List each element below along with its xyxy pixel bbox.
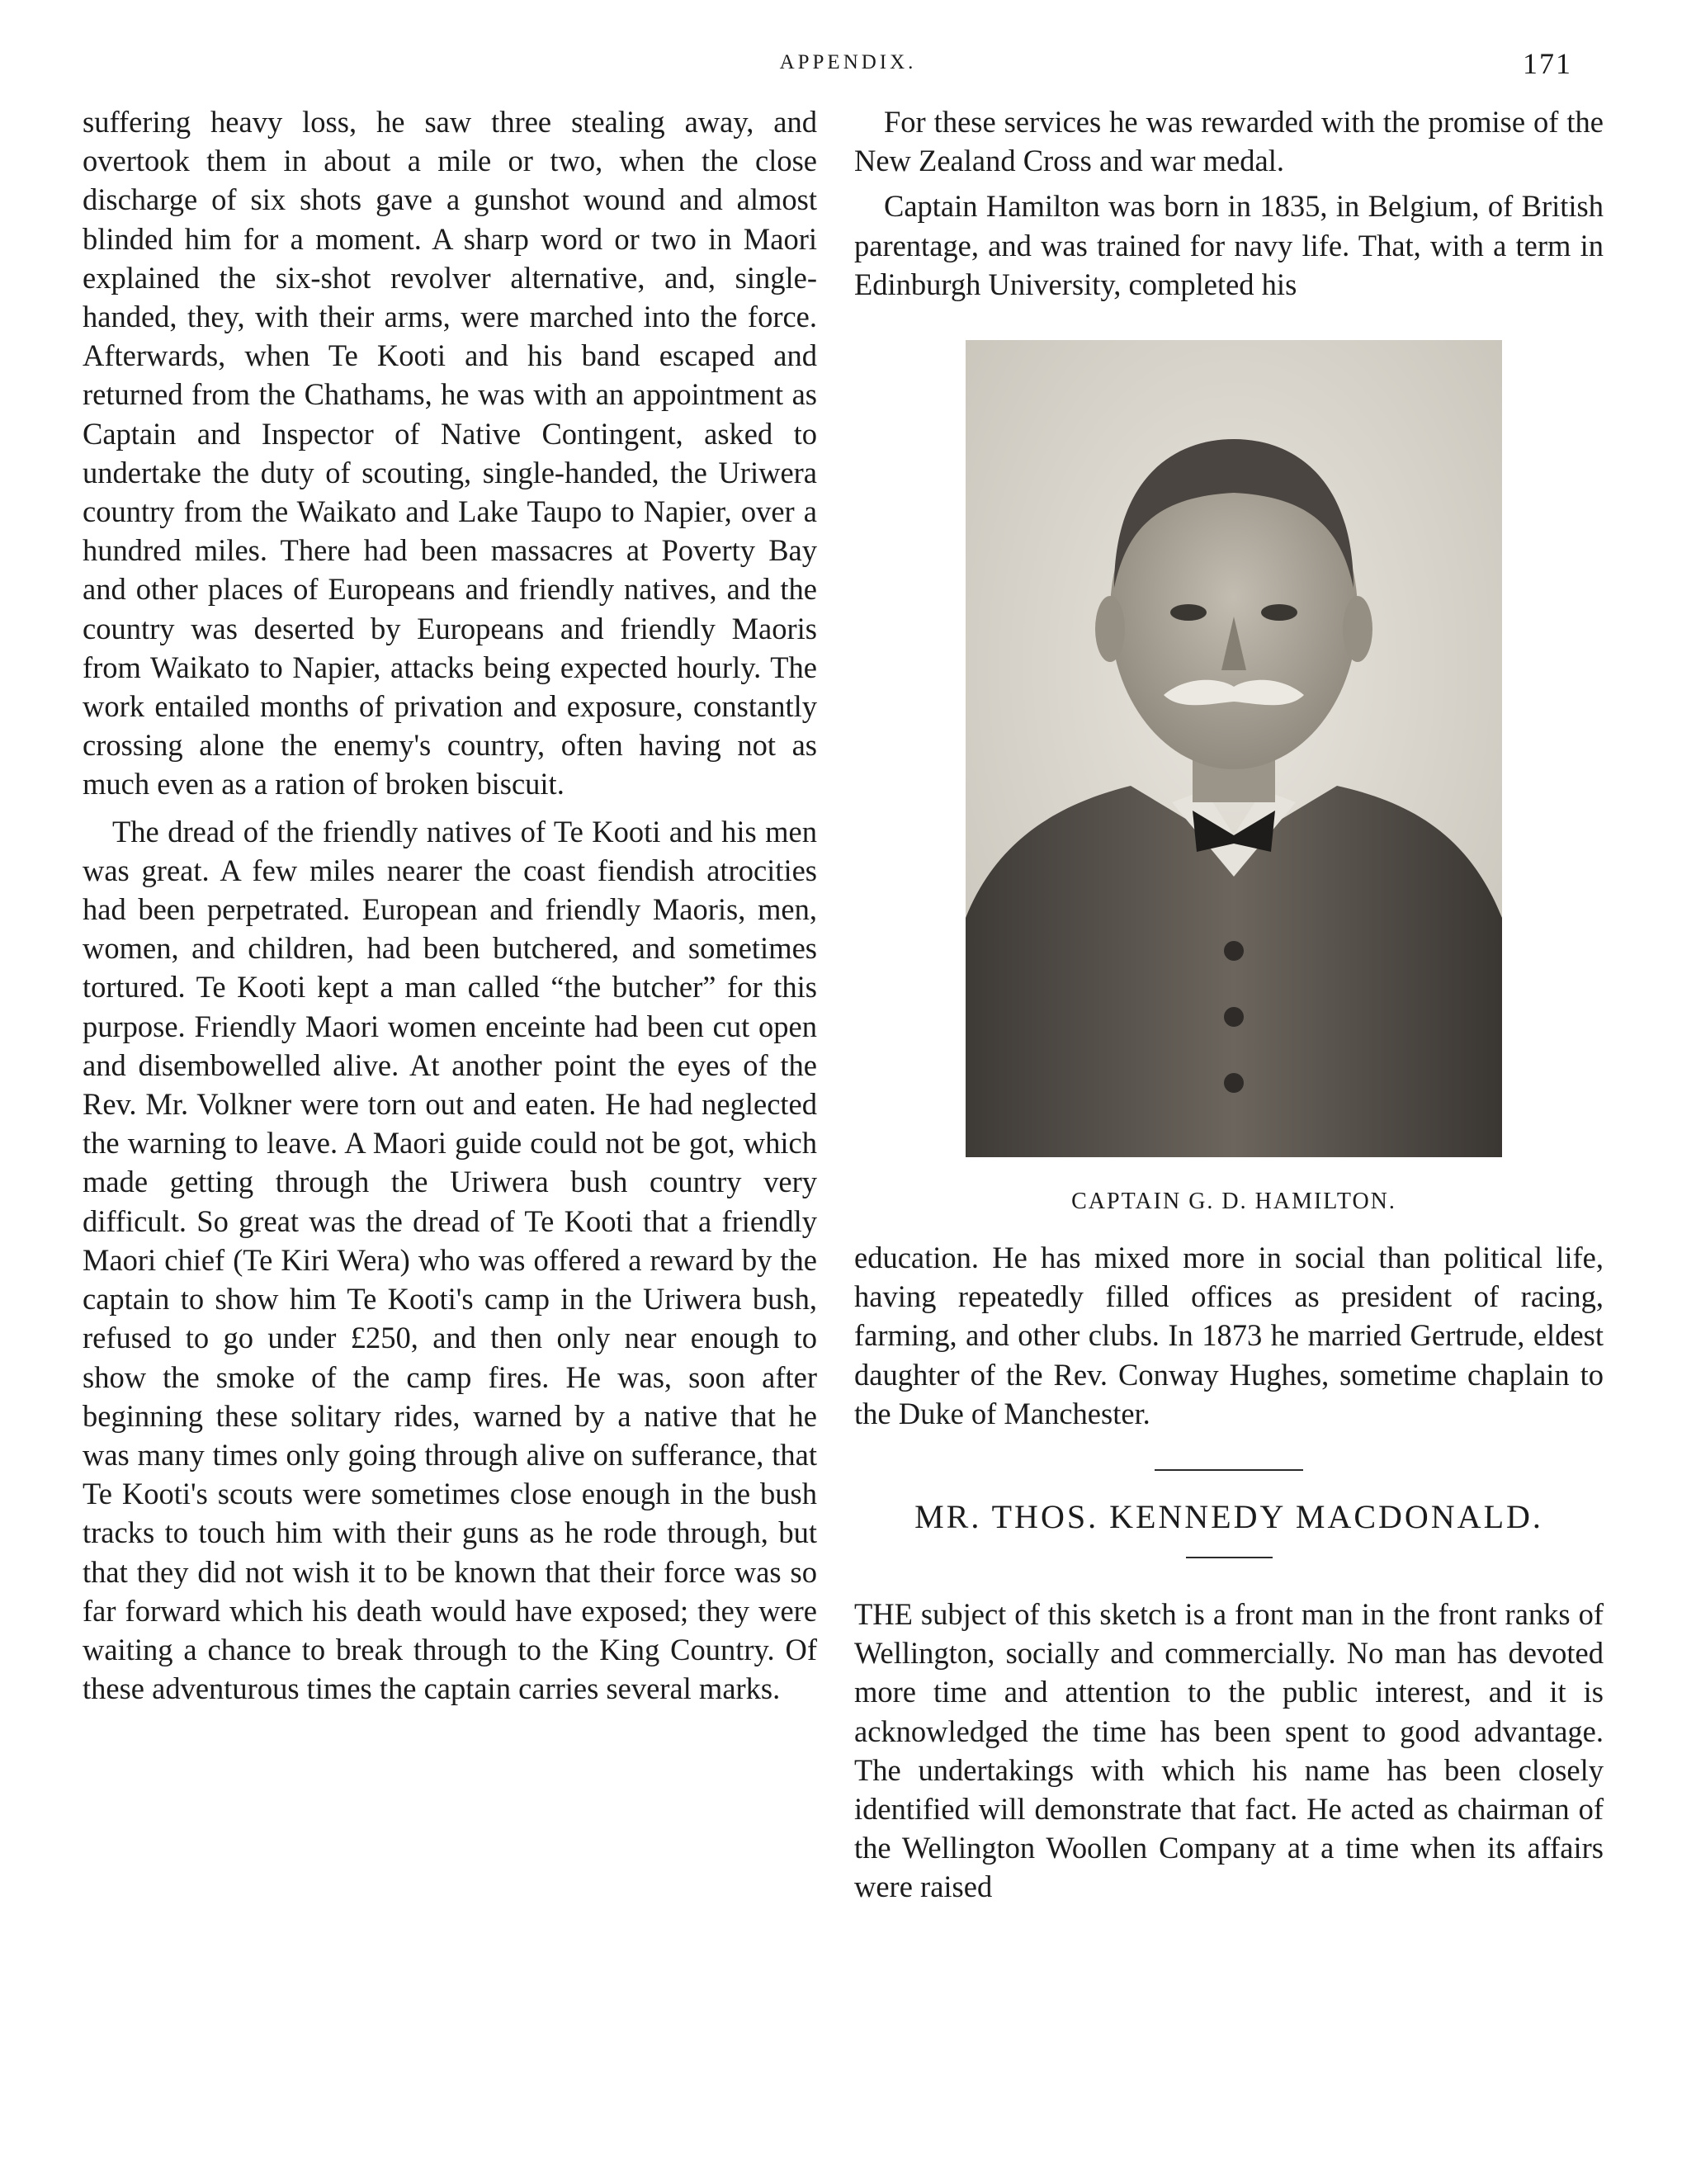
right-column	[854, 102, 1604, 1907]
left-column	[83, 102, 817, 1708]
page-number: 171	[1523, 47, 1572, 80]
running-title: APPENDIX.	[779, 51, 917, 73]
running-head	[0, 47, 1696, 84]
paragraph: suffering heavy loss, he saw three stealing away, and overtook them in about a mile or two, when the close discharge of six shots gave a gunshot wound and almost blinded him for a moment. A sharp word or two in Maori explained the six-shot revolver alternative, and, single-handed, they, with their arms, were marched into the force. Afterwards, when Te Kooti and his band escaped and returned from the Chathams, he was with an appointment as Captain and Inspector of Native Contingent, asked to undertake the duty of scouting, single-handed, the Uriwera country from the Waikato and Lake Taupo to Napier, over a hundred miles. There had been massacres at Poverty Bay and other places of Europeans and friendly natives, and the country was deserted by Europeans and friendly Maoris from Waikato to Napier, attacks being expected hourly. The work entailed months of privation and exposure, constantly crossing alone the enemy's country, often having not as much even as a ration of broken biscuit.	[83, 105, 817, 801]
portrait-photo	[966, 340, 1502, 1157]
paragraph: education. He has mixed more in social than political life, having repeatedly filled offices as president of racing, farming, and other clubs. In 1873 he married Gertrude, eldest daughter of the Rev. Conway Hughes, sometime chaplain to the Duke of Manchester.	[854, 1241, 1604, 1430]
portrait-caption: CAPTAIN G. D. HAMILTON.	[1071, 1189, 1396, 1215]
portrait-figure	[966, 340, 1502, 1215]
paragraph: The dread of the friendly natives of Te Kooti and his men was great. A few miles nearer the coast fiendish atrocities had been perpetrated. European and friendly Maoris, men, women, and children, had been butchered, and sometimes tortured. Te Kooti kept a man called “the butcher” for this purpose. Friendly Maori women enceinte had been cut open and disembowelled alive. At another point the eyes of the Rev. Mr. Volkner were torn out and eaten. He had neglected the warning to leave. A Maori guide could not be got, which made getting through the Uriwera bush country very difficult. So great was the dread of Te Kooti that a friendly Maori chief (Te Kiri Wera) who was offered a reward by the captain to show him Te Kooti's camp in the Uriwera bush, refused to go under £250, and then only near enough to show the smoke of the camp fires. He was, soon after beginning these solitary rides, warned by a native that he was many times only going through alive on sufferance, that Te Kooti's scouts were sometimes close enough in the bush tracks to touch him with their guns as he rode through, but that they did not wish it to be known that their force was so far forward which his death would have exposed; they were waiting a chance to break through to the King Country. Of these adventurous times the captain carries several marks.	[83, 814, 817, 1706]
paragraph: For these services he was rewarded with the promise of the New Zealand Cross and war medal.	[854, 105, 1604, 178]
paragraph: THE subject of this sketch is a front man in the front ranks of Wellington, socially and commercially. No man has devoted more time and attention to the public interest, and it is acknowledged the time has been spent to good advantage. The undertakings with which his name has been closely identified will demonstrate that fact. He acted as chairman of the Wellington Woollen Company at a time when its affairs were raised	[854, 1597, 1604, 1904]
paragraph-gap	[83, 804, 817, 812]
section-divider-top	[1155, 1469, 1303, 1471]
section-divider-bottom	[1186, 1557, 1273, 1558]
section-title: MR. THOS. KENNEDY MACDONALD.	[914, 1498, 1543, 1536]
paragraph: Captain Hamilton was born in 1835, in Belgium, of British parentage, and was trained for navy life. That, with a term in Edinburgh University, completed his	[854, 189, 1604, 301]
